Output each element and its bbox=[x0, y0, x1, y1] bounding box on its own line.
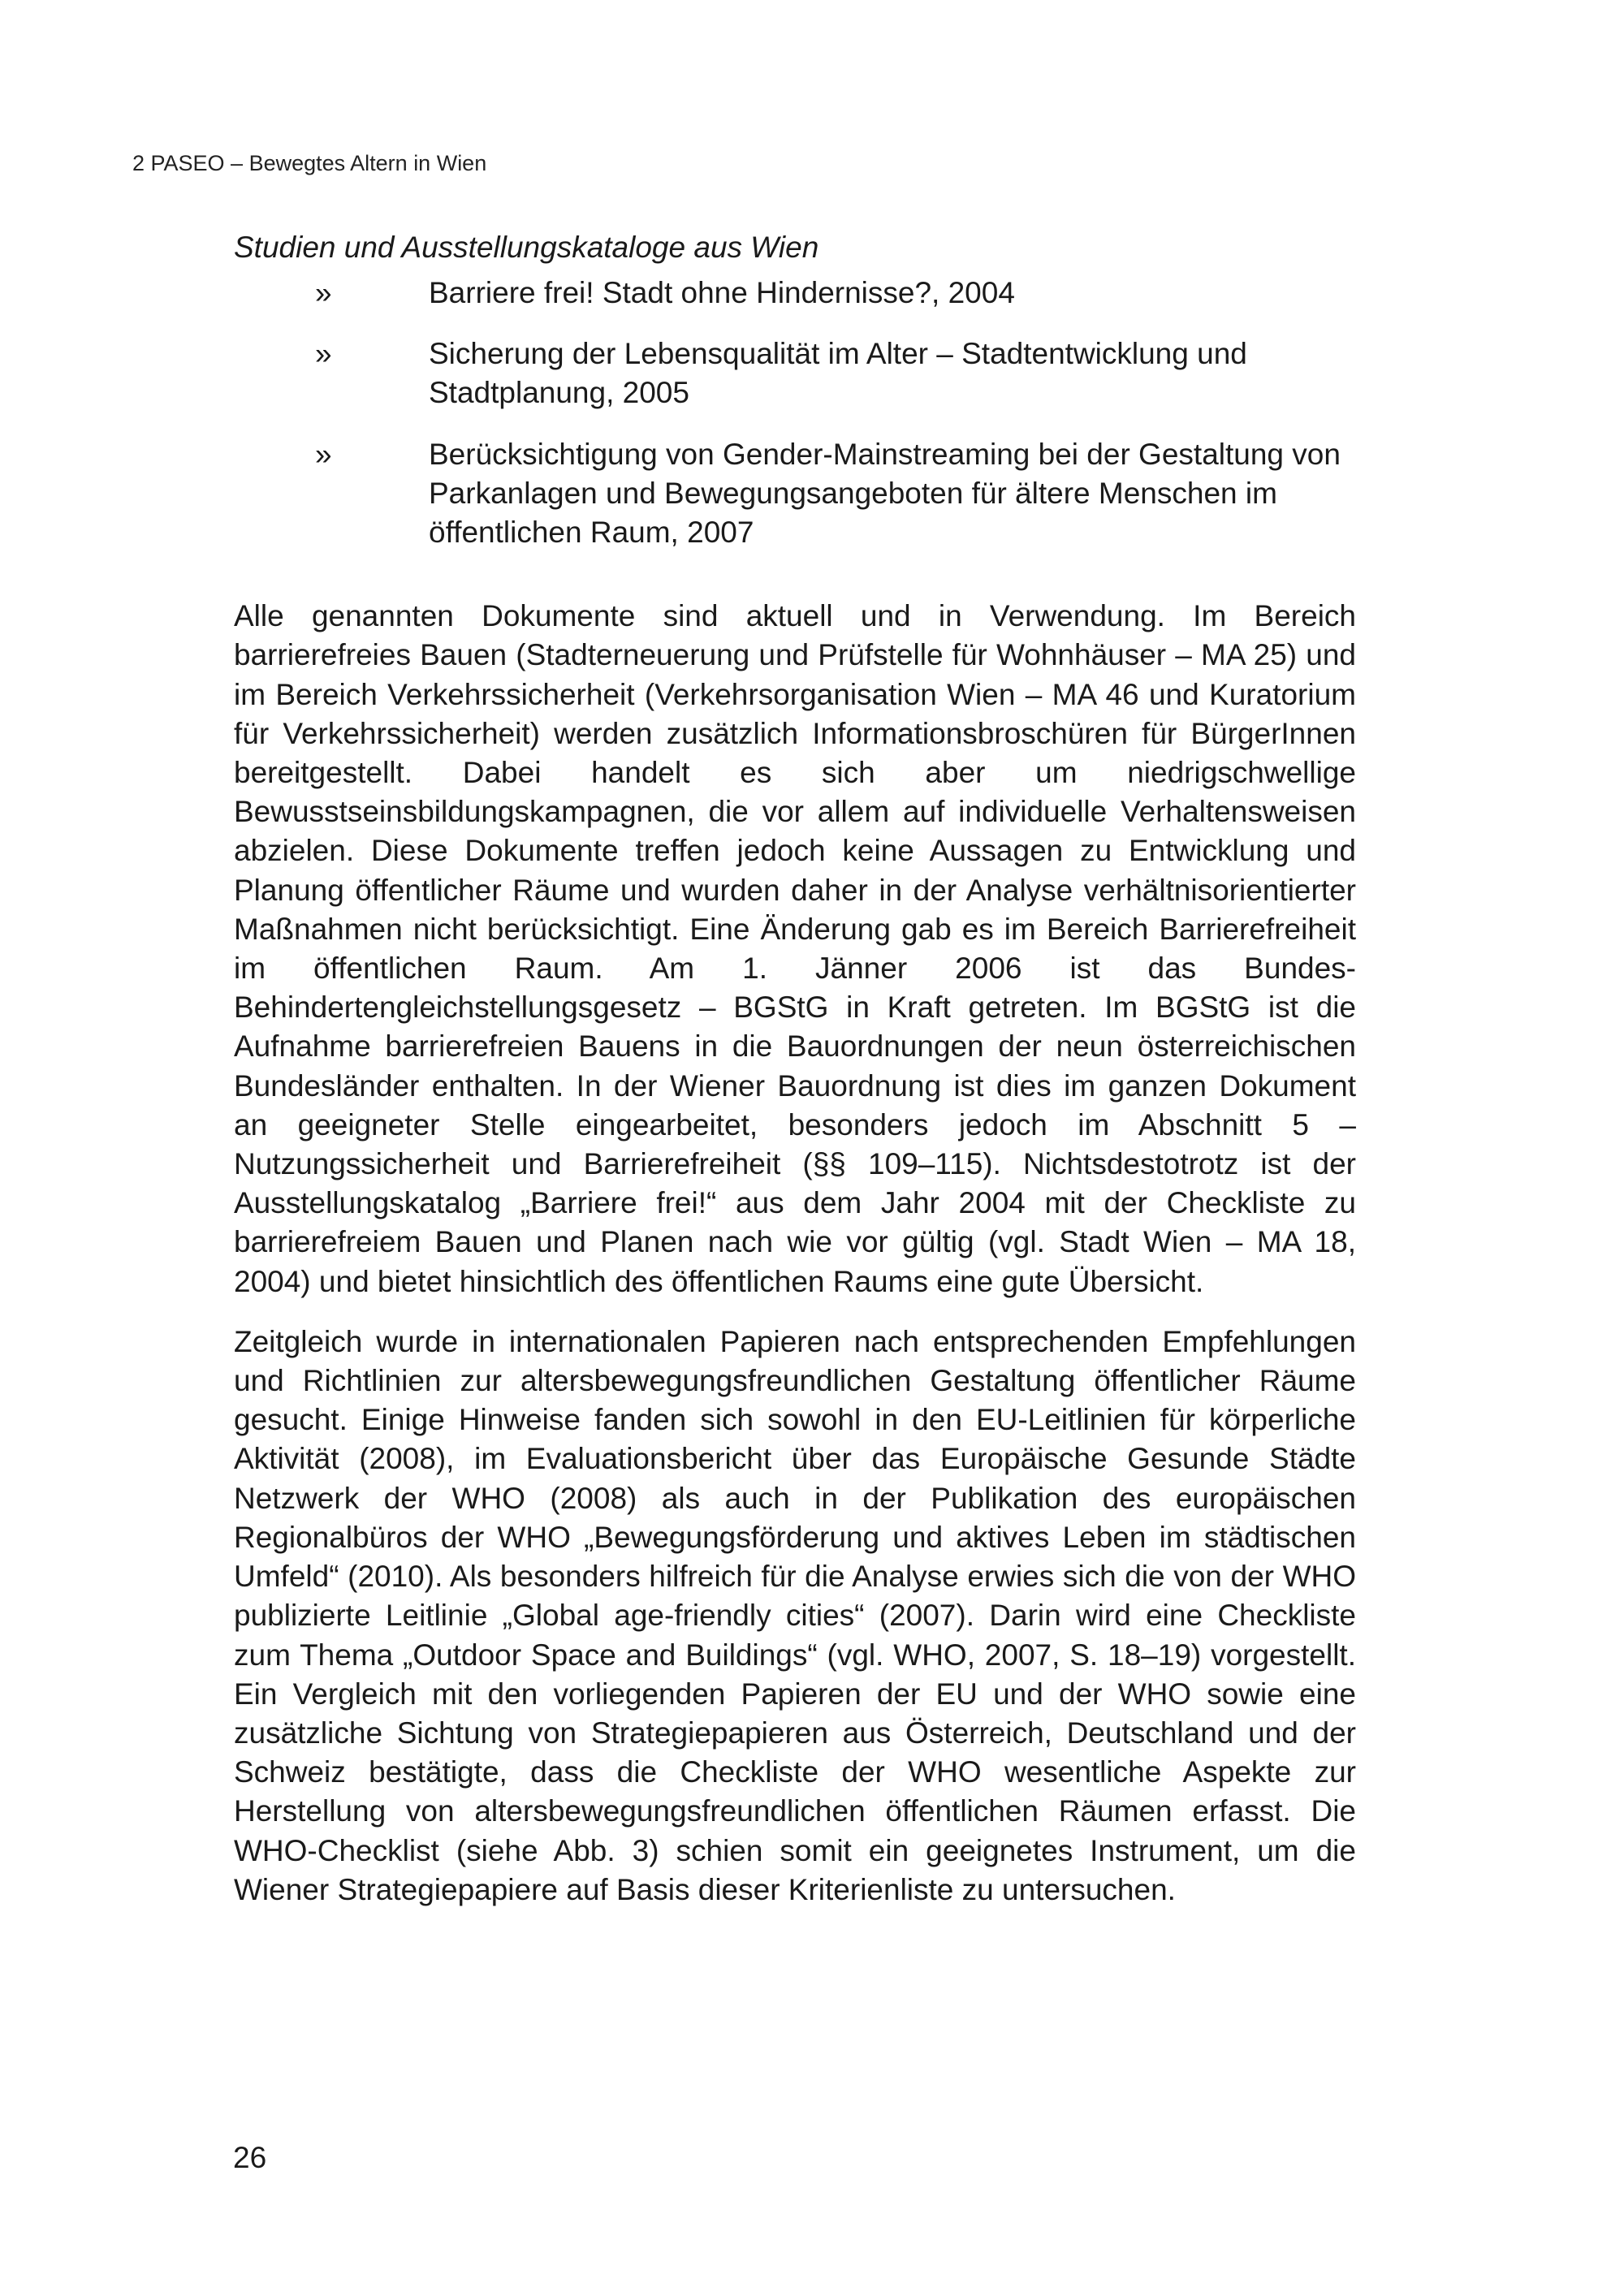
list-item-text: Sicherung der Lebensqualität im Alter – Stadtentwicklung und Stadtplanung, 2005 bbox=[429, 337, 1247, 410]
body-paragraph: Zeitgleich wurde in internationalen Papieren nach entsprechenden Empfehlungen und Richtlinien zur altersbewegungsfreundlichen Gestaltung öffentlicher Räume gesucht. Einige Hinweise fanden sich sowohl in den EU-Leitlinien für körperliche Aktivität (2008), im Evaluationsbericht über das Europäische Gesunde Städte Netzwerk der WHO (2008) als auch in der Publikation des europäischen Regionalbüros der WHO „Bewegungsförderung und aktives Leben im städtischen Umfeld“ (2010). Als besonders hilfreich für die Analyse erwies sich die von der WHO publizierte Leitlinie „Global age-friendly cities“ (2007). Darin wird eine Checkliste zum Thema „Outdoor Space and Buildings“ (vgl. WHO, 2007, S. 18–19) vorgestellt. Ein Vergleich mit den vorliegenden Papieren der EU und der WHO sowie eine zusätzliche Sichtung von Strategiepapieren aus Österreich, Deutschland und der Schweiz bestätigte, dass die Checkliste der WHO wesentliche Aspekte zur Herstellung von altersbewegungsfreundlichen öffentlichen Räumen erfasst. Die WHO-Checklist (siehe Abb. 3) schien somit ein geeignetes Instrument, um die Wiener Strategiepapiere auf Basis dieser Kriterienliste zu untersuchen. bbox=[234, 1324, 1356, 1906]
list-item bbox=[234, 274, 1356, 313]
page-content bbox=[234, 228, 1356, 1910]
bullet-mark: » bbox=[315, 337, 332, 371]
section-title: Studien und Ausstellungskataloge aus Wien bbox=[234, 231, 819, 264]
bullet-mark: » bbox=[315, 437, 332, 471]
list-item bbox=[234, 435, 1356, 553]
list-item-text: Berücksichtigung von Gender-Mainstreaming bei der Gestaltung von Parkanlagen und Bewegungsangeboten für ältere Menschen im öffentlichen Raum, 2007 bbox=[429, 437, 1341, 550]
list-item-text: Barriere frei! Stadt ohne Hindernisse?, 2004 bbox=[429, 276, 1015, 309]
page-number: 26 bbox=[233, 2141, 267, 2174]
body-paragraph: Alle genannten Dokumente sind aktuell und in Verwendung. Im Bereich barrierefreies Bauen (Stadterneuerung und Prüfstelle für Wohnhäuser – MA 25) und im Bereich Verkehrssicherheit (Verkehrsorganisation Wien – MA 46 und Kuratorium für Verkehrssicherheit) werden zusätzlich Informationsbroschüren für BürgerInnen bereitgestellt. Dabei handelt es sich aber um niedrigschwellige Bewusstseinsbildungskampagnen, die vor allem auf individuelle Verhaltensweisen abzielen. Diese Dokumente treffen jedoch keine Aussagen zu Entwicklung und Planung öffentlicher Räume und wurden daher in der Analyse verhältnisorientierter Maßnahmen nicht berücksichtigt. Eine Änderung gab es im Bereich Barrierefreiheit im öffentlichen Raum. Am 1. Jänner 2006 ist das Bundes-Behindertengleichstellungsgesetz – BGStG in Kraft getreten. Im BGStG ist die Aufnahme barrierefreien Bauens in die Bauordnungen der neun österreichischen Bundesländer enthalten. In der Wiener Bauordnung ist dies im ganzen Dokument an geeigneter Stelle eingearbeitet, besonders jedoch im Abschnitt 5 – Nutzungssicherheit und Barrierefreiheit (§§ 109–115). Nichtsdestotrotz ist der Ausstellungskatalog „Barriere frei!“ aus dem Jahr 2004 mit der Checkliste zu barrierefreiem Bauen und Planen nach wie vor gültig (vgl. Stadt Wien – MA 18, 2004) und bietet hinsichtlich des öffentlichen Raums eine gute Übersicht. bbox=[234, 599, 1356, 1298]
publication-list bbox=[234, 274, 1356, 552]
running-header: 2 PASEO – Bewegtes Altern in Wien bbox=[132, 151, 487, 175]
bullet-mark: » bbox=[315, 276, 332, 309]
list-item bbox=[234, 334, 1356, 412]
